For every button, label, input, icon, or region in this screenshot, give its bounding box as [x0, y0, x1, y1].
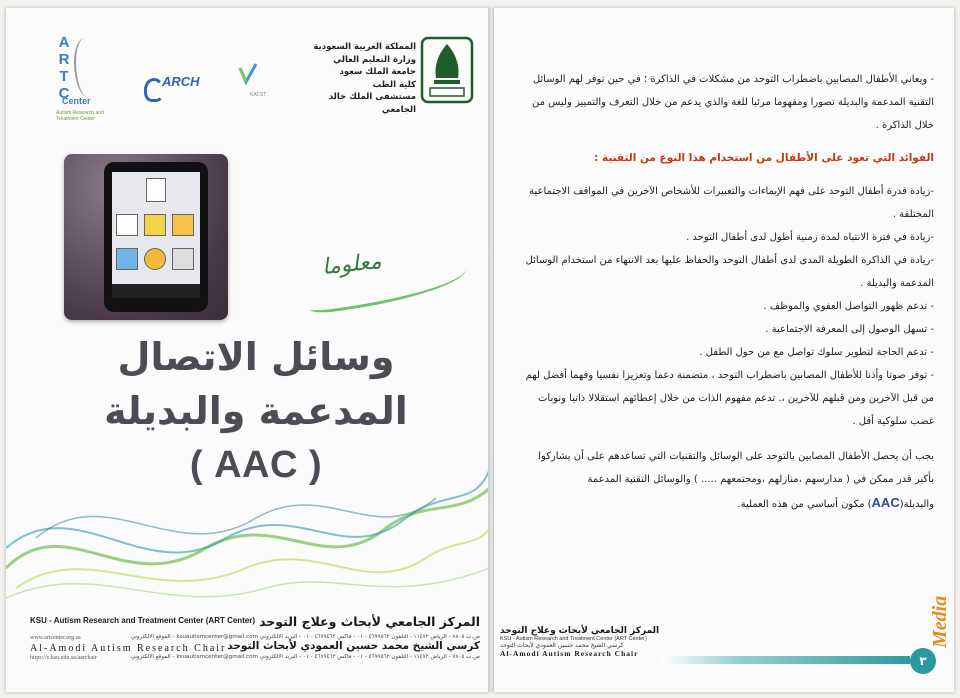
tagline: معلوما	[320, 248, 383, 281]
kacst-name: KACST	[250, 92, 267, 98]
tablet-toolbar	[112, 284, 200, 298]
closing-paragraph	[522, 445, 934, 516]
arch-logo-text: ARCH	[162, 74, 200, 89]
footer-center-english: KSU - Autism Research and Treatment Center (ART Center)	[500, 636, 647, 642]
page-number: ٣	[910, 648, 936, 674]
screen-symbol-card	[146, 178, 166, 202]
tablet-screen	[112, 172, 200, 298]
benefit-item: - تدعم الحاجة لتطوير سلوك تواصل مع من حول الطفل .	[699, 347, 934, 358]
screen-symbol-drink-icon	[116, 248, 138, 270]
article-body	[522, 68, 934, 516]
footer-rule	[660, 656, 910, 664]
benefits-heading: الفوائد التي تعود على الأطفال من استخدام هذا النوع من التقنية :	[594, 152, 934, 164]
benefit-item: -زيادة في الذاكرة الطويلة المدى لدى أطفال التوحد والحفاظ عليها بعد الانتهاء من استخدام الوسائل المدعمة والبديلة .	[525, 255, 934, 289]
decorative-smoke-swirl	[6, 448, 490, 618]
closing-text: يجب أن يحصل الأطفال المصابين بالتوحد على الوسائل والتقنيات التي تساعدهم على أن يشاركوا بأكبر قدر ممكن في ( مدارسهم ،منازلهم ،ومجتمعهم ..... ) والوسائل التقنية المدعمة والبديلة(	[538, 451, 934, 510]
footer-center-english: KSU - Autism Research and Treatment Center (ART Center)	[30, 616, 256, 625]
ministry-line: وزارة التعليم العالي	[333, 54, 416, 65]
tablet-device	[104, 162, 208, 312]
ministry-line: المملكة العربية السعودية	[313, 42, 416, 52]
footer-chair-arabic: كرسي الشيخ محمد حسين العمودي لأبحاث التوحد	[500, 642, 624, 649]
content-footer	[500, 626, 660, 658]
benefit-item: - توفر صوتا وأذنا للأطفال المصابين باضطراب التوحد ، متضمنة دعما وتعزيزا نفسيا وفهما أفضل لهم من قبل الآخرين ومن قبلهم للآخرين ،. تدعم مفهوم الذات من خلال إعطائهم استقلالا ذاتيا ونوبات غضب سلوكية أقل .	[525, 370, 934, 427]
tablet-photo	[64, 154, 228, 320]
ministry-line: جامعة الملك سعود	[339, 67, 416, 77]
footer-center-arabic: المركز الجامعي لأبحاث وعلاج التوحد	[259, 614, 480, 629]
footer-chair-link[interactable]: https://c.ksu.edu.sa/aarchair	[30, 655, 97, 661]
arch-logo	[144, 70, 222, 106]
benefit-item: -زيادة قدرة أطفال التوحد على فهم الإيماءات والتعبيرات للأشخاص الآخرين في المواقف الاجتماعية المختلفة .	[529, 186, 934, 220]
art-center-letters	[56, 34, 72, 102]
closing-aac: AAC	[871, 495, 900, 510]
screen-symbol-face-icon	[172, 214, 194, 236]
footer-chair-contact-line: ص.ب ٧٨٠٥ - الرياض ١١٤٧٢ - التلفون ٤٦٩٩٥٦٢ - ٠١ - فاكس ٤٦٧٩٤٦٣ - ٠١ - البريد الالكتروني ksuautismcenter@gmail.com - الموقع الالكتروني	[130, 654, 480, 660]
screen-symbol-figure-icon	[144, 214, 166, 236]
footer-chair-arabic: كرسي الشيخ محمد حسين العمودي لأبحاث التوحد	[227, 640, 480, 652]
benefit-item: - تسهل الوصول إلى المعرفة الاجتماعية .	[765, 324, 934, 335]
art-center-logo	[46, 34, 106, 129]
arch-figures-icon	[144, 78, 164, 102]
footer-chair-english: Al-Amodi Autism Research Chair	[30, 643, 227, 654]
intro-paragraph: - ويعاني الأطفال المصابين باضطراب التوحد من مشكلات في الذاكرة ؛ في حين توفر لهم الوسائل التقنية المدعمة والبديلة تصورا ومفهوما مرئيا للغة والذي يدعم من خلال التعرف والتمييز وليس من خلال الذاكرة .	[532, 74, 934, 131]
art-letter: A	[58, 34, 70, 51]
ministry-header	[296, 41, 416, 116]
footer-center-arabic: المركز الجامعي لأبحاث وعلاج التوحد	[500, 626, 660, 636]
art-center-swoosh-icon	[74, 38, 100, 98]
closing-text-end: ) مكون أساسي من هذه العملية.	[737, 499, 872, 510]
content-page	[494, 8, 954, 692]
title-line-1: وسائل الاتصال	[117, 335, 395, 379]
benefit-item: -زيادة في فترة الانتباه لمدة زمنية أطول لدى أطفال التوحد .	[686, 232, 934, 243]
footer-chair-english: Al-Amodi Autism Research Chair	[500, 649, 639, 658]
footer-contact-line: ص.ب ٧٨٠٥ - الرياض ١١٤٧٢ - التلفون ٤٦٩٩٥٦٢ - ٠١ - فاكس ٤٦٧٩٤٦٣ - ٠١ - البريد الالكتروني ksuautismcenter@gmail.com - الموقع الالكتروني	[130, 634, 480, 640]
screen-symbol-car-icon	[116, 214, 138, 236]
art-letter: R	[58, 51, 70, 68]
ministry-line: مستشفى الملك خالد الجامعي	[328, 92, 416, 115]
screen-symbol-smile-icon	[144, 248, 166, 270]
art-letter: T	[59, 68, 69, 85]
art-letter: C	[58, 85, 70, 102]
media-logo-text: Media	[929, 595, 951, 648]
screen-symbol-toilet-icon	[172, 248, 194, 270]
media-design-logo	[930, 556, 950, 648]
art-center-subtitle: Autism Research and Treatment Center	[56, 110, 104, 122]
ksu-seal-icon	[420, 36, 474, 104]
title-line-2: المدعمة والبديلة	[104, 389, 408, 433]
kacst-check-icon	[238, 62, 258, 86]
art-center-word: Center	[62, 96, 91, 106]
cover-page	[6, 8, 490, 692]
title-line-3: ( AAC )	[189, 444, 323, 486]
footer-website-link[interactable]: www.artcenter.org.sa	[30, 635, 81, 641]
kacst-logo	[236, 62, 300, 112]
benefit-item: - تدعم ظهور التواصل العفوي والموظف .	[763, 301, 934, 312]
ministry-line: كلية الطب	[372, 79, 416, 90]
